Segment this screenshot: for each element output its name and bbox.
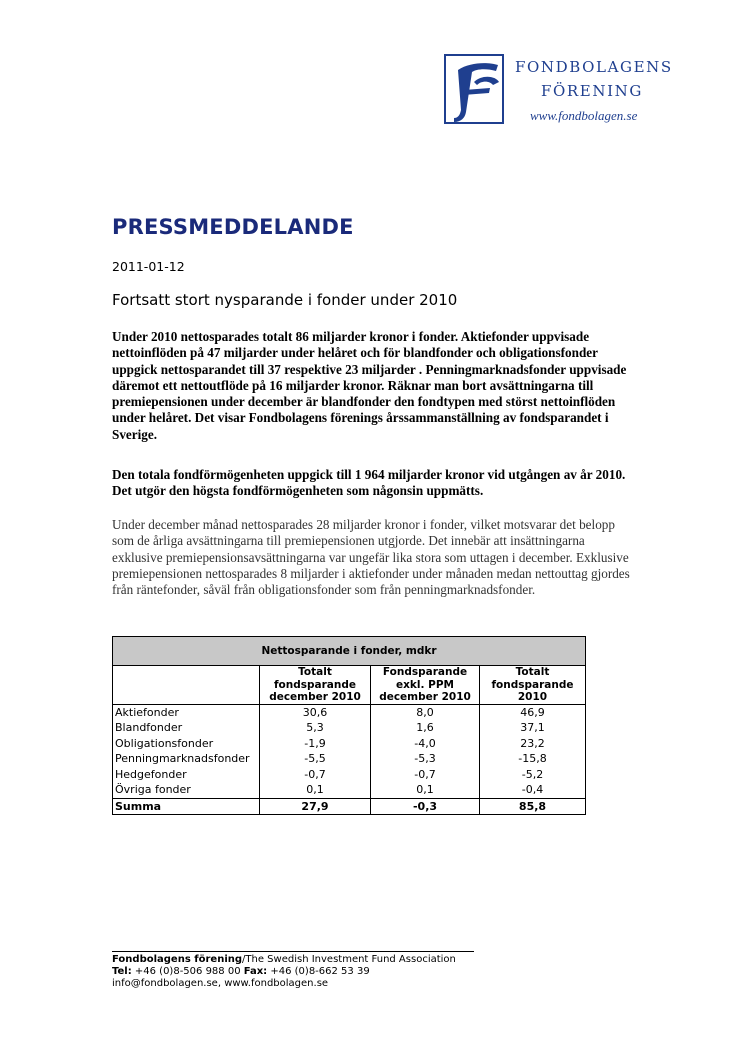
cell-dec-total: -0,7 <box>260 767 371 783</box>
sum-label: Summa <box>113 798 260 815</box>
cell-year-total: -0,4 <box>480 782 586 798</box>
cell-dec-excl-ppm: -0,7 <box>371 767 480 783</box>
row-label: Obligationsfonder <box>113 736 260 752</box>
table-title: Nettosparande i fonder, mdkr <box>113 637 586 666</box>
cell-dec-total: 30,6 <box>260 704 371 720</box>
table-sum-row <box>113 798 586 815</box>
logo-name-line1: FONDBOLAGENS <box>515 58 673 76</box>
footer-fax-label: Fax: <box>243 966 268 977</box>
cell-year-total: 37,1 <box>480 720 586 736</box>
cell-year-total: 46,9 <box>480 704 586 720</box>
footer-org-line <box>112 954 456 966</box>
press-release-title: Fortsatt stort nysparande i fonder under 2010 <box>112 291 458 309</box>
fondbolagen-f-logo-icon <box>444 52 506 128</box>
cell-year-total: 23,2 <box>480 736 586 752</box>
table-row <box>113 751 586 767</box>
sum-dec-total: 27,9 <box>260 798 371 815</box>
table-header-year-total: Totalt fondsparande 2010 <box>480 666 586 705</box>
table-row <box>113 767 586 783</box>
row-label: Övriga fonder <box>113 782 260 798</box>
footer-contact[interactable]: info@fondbolagen.se, www.fondbolagen.se <box>112 978 329 989</box>
footer <box>112 954 456 990</box>
footer-tel-label: Tel: <box>112 966 132 977</box>
footer-org-en: /The Swedish Investment Fund Association <box>242 954 456 965</box>
cell-dec-excl-ppm: 1,6 <box>371 720 480 736</box>
table-header-label <box>113 666 260 705</box>
cell-year-total: -15,8 <box>480 751 586 767</box>
table-header-dec-total: Totalt fondsparande december 2010 <box>260 666 371 705</box>
cell-dec-excl-ppm: 8,0 <box>371 704 480 720</box>
logo-name-line2: FÖRENING <box>541 82 643 100</box>
intro-paragraph: Under 2010 nettosparades totalt 86 miljarder kronor i fonder. Aktiefonder uppvisade nettoinflöden på 47 miljarder under helåret och för blandfonder och obligationsfonder uppgick nettosparandet till 37 respektive 23 miljarder . Penningmarknadsfonder uppvisade däremot ett nettoutflöde på 16 miljarder kronor. Räknar man bort avsättningarna till premiepensionen under december är blandfonder den fondtypen med störst nettoinflöden under helåret. Det visar Fondbolagens förenings årssammanställning av fondsparandet i Sverige. <box>112 329 627 442</box>
cell-dec-total: -5,5 <box>260 751 371 767</box>
logo <box>444 52 694 132</box>
footer-org: Fondbolagens förening <box>112 954 243 965</box>
table-header-dec-excl-ppm: Fondsparande exkl. PPM december 2010 <box>371 666 480 705</box>
row-label: Penningmarknadsfonder <box>113 751 260 767</box>
cell-dec-excl-ppm: -5,3 <box>371 751 480 767</box>
table-row <box>113 704 586 720</box>
cell-year-total: -5,2 <box>480 767 586 783</box>
sum-year-total: 85,8 <box>480 798 586 815</box>
cell-dec-total: 5,3 <box>260 720 371 736</box>
logo-url: www.fondbolagen.se <box>530 108 638 123</box>
table-row <box>113 782 586 798</box>
table-row <box>113 720 586 736</box>
cell-dec-excl-ppm: -4,0 <box>371 736 480 752</box>
row-label: Hedgefonder <box>113 767 260 783</box>
december-paragraph: Under december månad nettosparades 28 miljarder kronor i fonder, vilket motsvarar det belopp som de årliga avsättningarna till premiepensionen utgjorde. Det innebär att insättningarna exklusive premiepensionsavsättningarna var ungefär lika stora som uttagen i december. Exklusive premiepensionen nettosparades 8 miljarder i aktiefonder under månaden medan nettouttag gjordes från räntefonder, såväl från obligationsfonder som från penningmarknadsfonder. <box>112 517 630 598</box>
release-date: 2011-01-12 <box>112 259 185 274</box>
wealth-paragraph: Den totala fondförmögenheten uppgick till 1 964 miljarder kronor vid utgången av år 2010. Det utgör den högsta fondförmögenheten som någonsin uppmätts. <box>112 467 626 499</box>
net-savings-table <box>112 636 586 815</box>
footer-fax: +46 (0)8-662 53 39 <box>267 966 370 977</box>
cell-dec-excl-ppm: 0,1 <box>371 782 480 798</box>
footer-phone-line <box>112 966 456 978</box>
footer-divider <box>112 951 474 952</box>
cell-dec-total: 0,1 <box>260 782 371 798</box>
page-heading: PRESSMEDDELANDE <box>112 215 354 239</box>
row-label: Blandfonder <box>113 720 260 736</box>
table-row <box>113 736 586 752</box>
sum-dec-excl-ppm: -0,3 <box>371 798 480 815</box>
row-label: Aktiefonder <box>113 704 260 720</box>
cell-dec-total: -1,9 <box>260 736 371 752</box>
footer-tel: +46 (0)8-506 988 00 <box>131 966 244 977</box>
